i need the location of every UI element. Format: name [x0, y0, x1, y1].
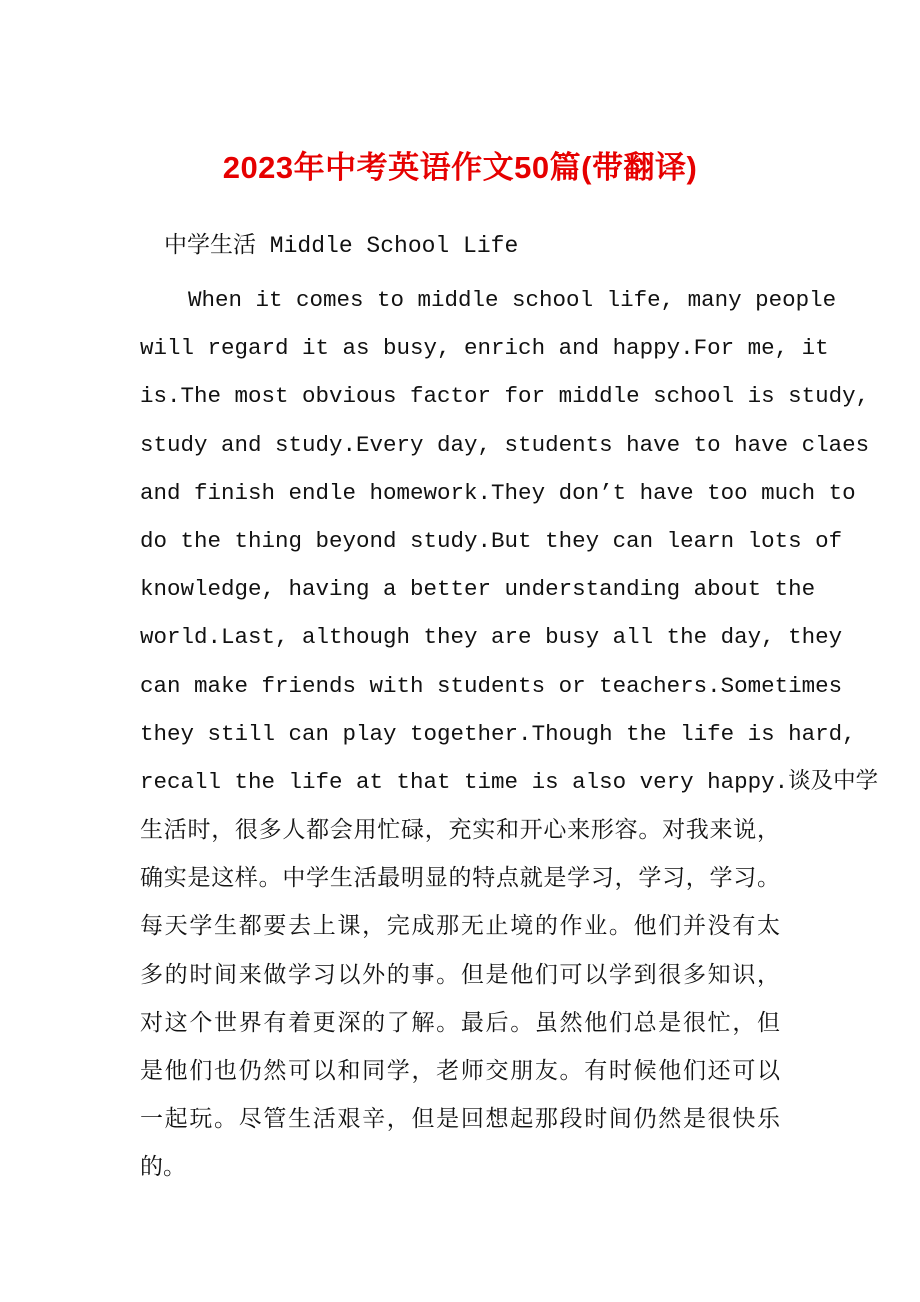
essay-body: [140, 276, 879, 1192]
body-line: knowledge, having a better understanding about the: [140, 576, 816, 603]
body-line: When it comes to middle school life, many people: [188, 287, 837, 313]
body-line: do the thing beyond study.But they can learn lots of: [140, 527, 843, 554]
body-line: 生活时，很多人都会用忙碌，充实和开心来形容。对我来说，: [140, 817, 780, 844]
document-title: 2023年中考英语作文50篇(带翻译): [222, 150, 698, 185]
body-line: 确实是这样。中学生活最明显的特点就是学习，学习，学习。: [140, 865, 780, 892]
body-line: 的。: [140, 1154, 186, 1181]
body-line: recall the life at that time is also very happy.谈及中学: [140, 768, 879, 795]
body-line: 多的时间来做学习以外的事。但是他们可以学到很多知识，: [140, 961, 780, 988]
body-line: 对这个世界有着更深的了解。最后。虽然他们总是很忙，但: [140, 1009, 780, 1036]
body-line: can make friends with students or teachers.Sometimes: [140, 672, 843, 699]
body-line: they still can play together.Though the life is hard,: [140, 720, 856, 747]
essay-title: 中学生活 Middle School Life: [164, 233, 519, 259]
body-line: will regard it as busy, enrich and happy.For me, it: [140, 335, 829, 362]
body-line: 一起玩。尽管生活艰辛，但是回想起那段时间仍然是很快乐: [140, 1106, 780, 1133]
body-line: 每天学生都要去上课，完成那无止境的作业。他们并没有太: [140, 913, 780, 940]
body-line: 是他们也仍然可以和同学，老师交朋友。有时候他们还可以: [140, 1058, 780, 1084]
body-line: study and study.Every day, students have to have claes: [140, 431, 870, 458]
body-line: world.Last, although they are busy all the day, they: [140, 624, 843, 651]
body-line: and finish endle homework.They don’t have too much to: [140, 479, 856, 506]
body-line: is.The most obvious factor for middle school is study,: [140, 383, 870, 410]
